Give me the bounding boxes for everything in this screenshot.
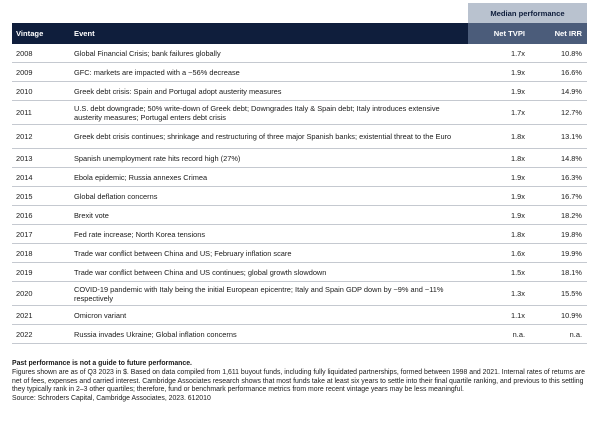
tvpi-cell: 1.9x [468, 82, 529, 101]
vintage-cell: 2019 [12, 263, 70, 282]
table-row [12, 263, 587, 282]
irr-cell: 16.6% [529, 63, 587, 82]
vintage-cell: 2020 [12, 282, 70, 306]
vintage-cell: 2016 [12, 206, 70, 225]
irr-cell: 14.9% [529, 82, 587, 101]
tvpi-cell: 1.8x [468, 225, 529, 244]
event-cell: U.S. debt downgrade; 50% write-down of Greek debt; Downgrades Italy & Spain debt; Italy introduces extensive austerity measures; Portugal enters debt crisis [70, 101, 468, 125]
vintage-cell: 2022 [12, 325, 70, 344]
irr-cell: 18.1% [529, 263, 587, 282]
table-row [12, 306, 587, 325]
table-row [12, 101, 587, 125]
event-cell: Fed rate increase; North Korea tensions [70, 225, 468, 244]
tvpi-cell: n.a. [468, 325, 529, 344]
vintage-cell: 2009 [12, 63, 70, 82]
tvpi-cell: 1.9x [468, 63, 529, 82]
irr-cell: 14.8% [529, 149, 587, 168]
tvpi-cell: 1.1x [468, 306, 529, 325]
event-cell: Global deflation concerns [70, 187, 468, 206]
vintage-column-header: Vintage [12, 23, 70, 44]
performance-table-container [12, 3, 587, 344]
median-performance-header: Median performance [468, 3, 587, 23]
event-cell: Trade war conflict between China and US; February inflation scare [70, 244, 468, 263]
event-cell: Russia invades Ukraine; Global inflation concerns [70, 325, 468, 344]
irr-cell: 16.7% [529, 187, 587, 206]
irr-cell: 19.8% [529, 225, 587, 244]
tvpi-cell: 1.7x [468, 44, 529, 63]
tvpi-column-header: Net TVPI [468, 23, 529, 44]
event-cell: Omicron variant [70, 306, 468, 325]
irr-cell: 16.3% [529, 168, 587, 187]
irr-cell: 10.9% [529, 306, 587, 325]
tvpi-cell: 1.9x [468, 187, 529, 206]
irr-cell: 10.8% [529, 44, 587, 63]
event-cell: Greek debt crisis continues; shrinkage and restructuring of three major Spanish banks; existential threat to the Euro [70, 125, 468, 149]
vintage-performance-table [12, 3, 587, 344]
vintage-cell: 2015 [12, 187, 70, 206]
event-cell: Trade war conflict between China and US continues; global growth slowdown [70, 263, 468, 282]
tvpi-cell: 1.7x [468, 101, 529, 125]
vintage-cell: 2010 [12, 82, 70, 101]
event-cell: Greek debt crisis: Spain and Portugal adopt austerity measures [70, 82, 468, 101]
methodology-note: Figures shown are as of Q3 2023 in $. Based on data compiled from 1,611 buyout funds, including fully liquidated partnerships, formed between 1998 and 2021. Internal rates of returns are net of fees, expenses and carried interest. Cambridge Associates research shows that most funds take at least six years to settle into their final quartile ranking, and previous to this settling they typically rank in 2–3 other quartiles; therefore, fund or benchmark performance metrics from more recent vintage years may be less meaningful. [12, 368, 585, 394]
table-row [12, 82, 587, 101]
column-header-row [12, 23, 587, 44]
tvpi-cell: 1.9x [468, 206, 529, 225]
event-cell: GFC: markets are impacted with a ~56% decrease [70, 63, 468, 82]
irr-cell: 19.9% [529, 244, 587, 263]
event-cell: Global Financial Crisis; bank failures globally [70, 44, 468, 63]
vintage-cell: 2013 [12, 149, 70, 168]
table-row [12, 244, 587, 263]
vintage-cell: 2008 [12, 44, 70, 63]
footnotes [12, 360, 592, 404]
tvpi-cell: 1.3x [468, 282, 529, 306]
table-row [12, 168, 587, 187]
table-row [12, 63, 587, 82]
irr-cell: 12.7% [529, 101, 587, 125]
irr-cell: n.a. [529, 325, 587, 344]
table-row [12, 325, 587, 344]
table-row [12, 225, 587, 244]
vintage-cell: 2017 [12, 225, 70, 244]
tvpi-cell: 1.5x [468, 263, 529, 282]
table-row [12, 125, 587, 149]
table-row [12, 282, 587, 306]
vintage-cell: 2012 [12, 125, 70, 149]
table-row [12, 206, 587, 225]
table-row [12, 44, 587, 63]
table-row [12, 187, 587, 206]
event-cell: COVID-19 pandemic with Italy being the initial European epicentre; Italy and Spain GDP down by ~9% and ~11% respectively [70, 282, 468, 306]
irr-cell: 13.1% [529, 125, 587, 149]
super-header-row [12, 3, 587, 23]
vintage-cell: 2021 [12, 306, 70, 325]
source-note: Source: Schroders Capital, Cambridge Associates, 2023. 612010 [12, 395, 211, 403]
vintage-cell: 2018 [12, 244, 70, 263]
tvpi-cell: 1.8x [468, 125, 529, 149]
event-cell: Spanish unemployment rate hits record high (27%) [70, 149, 468, 168]
irr-cell: 18.2% [529, 206, 587, 225]
vintage-cell: 2014 [12, 168, 70, 187]
tvpi-cell: 1.9x [468, 168, 529, 187]
tvpi-cell: 1.8x [468, 149, 529, 168]
vintage-cell: 2011 [12, 101, 70, 125]
irr-column-header: Net IRR [529, 23, 587, 44]
disclaimer-title: Past performance is not a guide to future performance. [12, 360, 192, 367]
table-body [12, 44, 587, 344]
event-cell: Brexit vote [70, 206, 468, 225]
event-column-header: Event [70, 23, 468, 44]
tvpi-cell: 1.6x [468, 244, 529, 263]
table-row [12, 149, 587, 168]
event-cell: Ebola epidemic; Russia annexes Crimea [70, 168, 468, 187]
irr-cell: 15.5% [529, 282, 587, 306]
